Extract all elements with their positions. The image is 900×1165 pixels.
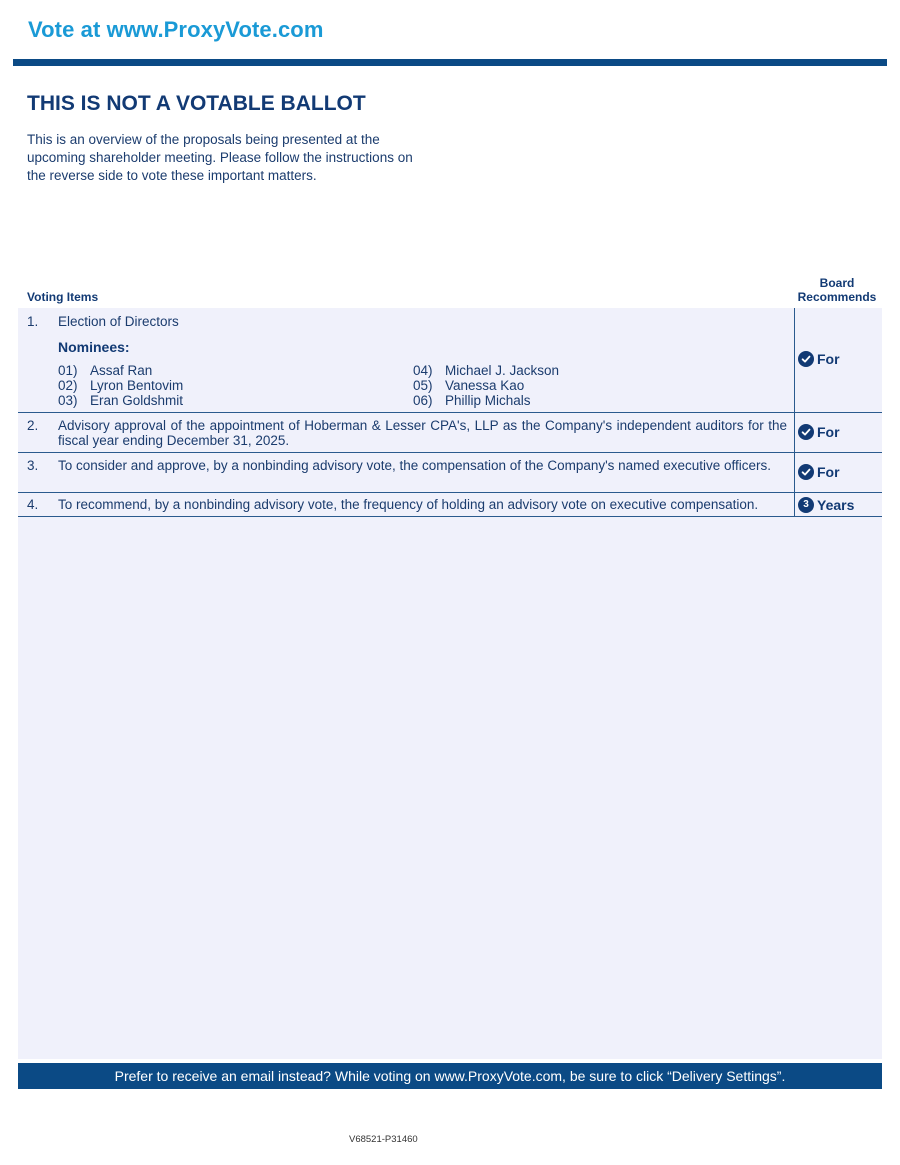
intro-line: This is an overview of the proposals being presented at the bbox=[27, 132, 380, 147]
voting-item-4 bbox=[18, 493, 882, 517]
board-header-line: Recommends bbox=[797, 290, 877, 304]
item-text: To recommend, by a nonbinding advisory vote, the frequency of holding an advisory vote on executive compensation. bbox=[58, 497, 759, 512]
voting-item-3 bbox=[18, 453, 882, 493]
recommendation-label: For bbox=[817, 424, 840, 440]
voting-items-header: Voting Items bbox=[27, 290, 99, 304]
header-divider bbox=[13, 59, 887, 66]
recommendation bbox=[798, 424, 840, 440]
check-circle-icon bbox=[798, 464, 814, 480]
nominee-number: 05) bbox=[413, 378, 433, 393]
recommendation-label: Years bbox=[817, 497, 855, 513]
intro-line: upcoming shareholder meeting. Please follow the instructions on bbox=[27, 150, 413, 165]
voting-item-1 bbox=[18, 308, 882, 413]
intro-text bbox=[27, 131, 447, 185]
item-text: Advisory approval of the appointment of Hoberman & Lesser CPA's, LLP as the Company's independent auditors for the fiscal year ending December 31, 2025. bbox=[58, 418, 787, 448]
check-circle-icon bbox=[798, 351, 814, 367]
board-recommendation-cell bbox=[794, 413, 882, 452]
nominee-name: Michael J. Jackson bbox=[445, 363, 560, 378]
item-text: Election of Directors bbox=[58, 314, 179, 329]
nominee-name: Lyron Bentovim bbox=[90, 378, 184, 393]
nominee-name: Assaf Ran bbox=[90, 363, 153, 378]
nominees-label: Nominees: bbox=[58, 339, 130, 355]
nominee-number: 04) bbox=[413, 363, 433, 378]
item-number: 1. bbox=[27, 314, 39, 329]
proxyvote-link[interactable]: Vote at www.ProxyVote.com bbox=[28, 17, 324, 42]
delivery-settings-banner: Prefer to receive an email instead? While voting on www.ProxyVote.com, be sure to click “Delivery Settings”. bbox=[18, 1063, 882, 1089]
recommendation bbox=[798, 351, 840, 367]
recommendation bbox=[798, 497, 854, 513]
intro-line: the reverse side to vote these important matters. bbox=[27, 168, 317, 183]
board-header-line: Board bbox=[819, 276, 855, 290]
nominee-name: Eran Goldshmit bbox=[90, 393, 184, 408]
number-circle-icon bbox=[798, 497, 814, 513]
recommendation-label: For bbox=[817, 351, 840, 367]
nominee-number: 06) bbox=[413, 393, 433, 408]
item-text: To consider and approve, by a nonbinding advisory vote, the compensation of the Company's named executive officers. bbox=[58, 458, 772, 473]
nominee-number: 01) bbox=[58, 363, 78, 378]
recommendation bbox=[798, 464, 840, 480]
item-number: 3. bbox=[27, 458, 39, 473]
board-recommendation-cell bbox=[794, 453, 882, 492]
board-recommends-header bbox=[790, 276, 884, 304]
frequency-number: 3 bbox=[803, 499, 809, 510]
voting-item-2 bbox=[18, 413, 882, 453]
recommendation-label: For bbox=[817, 464, 840, 480]
board-recommendation-cell bbox=[794, 493, 882, 516]
item-number: 2. bbox=[27, 418, 39, 433]
nominee-name: Phillip Michals bbox=[445, 393, 531, 408]
nominee-number: 03) bbox=[58, 393, 78, 408]
item-number: 4. bbox=[27, 497, 39, 512]
document-code: V68521-P31460 bbox=[349, 1134, 418, 1145]
nominee-number: 02) bbox=[58, 378, 78, 393]
nominee-name: Vanessa Kao bbox=[445, 378, 525, 393]
board-recommendation-cell bbox=[794, 308, 882, 412]
page-title: THIS IS NOT A VOTABLE BALLOT bbox=[27, 92, 366, 115]
check-circle-icon bbox=[798, 424, 814, 440]
